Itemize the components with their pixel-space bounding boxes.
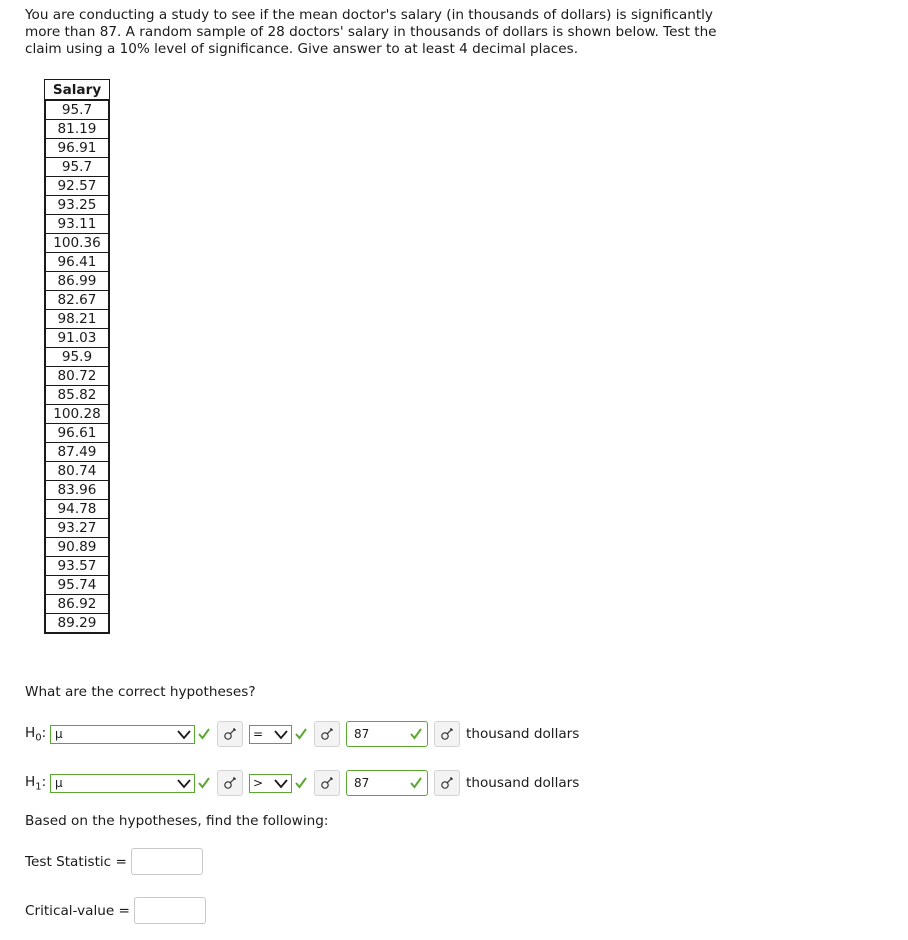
critical-value-row: [25, 897, 206, 924]
h1-value-input[interactable]: [346, 770, 428, 796]
salary-cell: 95.9: [45, 348, 109, 367]
salary-cell: 85.82: [45, 386, 109, 405]
test-statistic-label: Test Statistic =: [25, 853, 127, 870]
table-row: [45, 253, 109, 272]
hypotheses-question: What are the correct hypotheses?: [25, 684, 256, 700]
table-row: [45, 367, 109, 386]
critical-value-input[interactable]: [134, 897, 206, 924]
h1-operator-value: >: [253, 776, 264, 790]
salary-cell: 95.7: [45, 158, 109, 177]
table-row: [45, 405, 109, 424]
salary-cell: 93.25: [45, 196, 109, 215]
salary-cell: 96.41: [45, 253, 109, 272]
salary-cell: 94.78: [45, 500, 109, 519]
h0-value: 87: [354, 727, 370, 741]
salary-cell: 86.99: [45, 272, 109, 291]
key-icon[interactable]: [314, 721, 340, 747]
key-icon[interactable]: [434, 770, 460, 796]
table-row: [45, 443, 109, 462]
h1-parameter-value: μ: [55, 776, 63, 790]
check-icon: [197, 727, 211, 741]
h1-row: [25, 770, 579, 796]
salary-cell: 93.27: [45, 519, 109, 538]
salary-cell: 80.72: [45, 367, 109, 386]
table-row: [45, 120, 109, 139]
table-row: [45, 386, 109, 405]
salary-cell: 100.36: [45, 234, 109, 253]
table-row: [45, 291, 109, 310]
h0-value-input[interactable]: [346, 721, 428, 747]
table-row: [45, 576, 109, 595]
key-icon[interactable]: [314, 770, 340, 796]
question-prompt: You are conducting a study to see if the mean doctor's salary (in thousands of dollars) is significantly more than 87. A random sample of 28 doctors' salary in thousands of dollars is shown below. Test the claim using a 10% level of significance. Give answer to at least 4 decimal places.: [25, 7, 717, 57]
salary-cell: 92.57: [45, 177, 109, 196]
chevron-down-icon: [176, 777, 192, 789]
table-row: [45, 158, 109, 177]
salary-cell: 96.91: [45, 139, 109, 158]
salary-cell: 89.29: [45, 614, 109, 633]
h0-row: [25, 721, 579, 747]
check-icon: [197, 776, 211, 790]
salary-cell: 82.67: [45, 291, 109, 310]
h0-parameter-value: μ: [55, 727, 63, 741]
table-row: [45, 462, 109, 481]
table-row: [45, 481, 109, 500]
salary-cell: 96.61: [45, 424, 109, 443]
table-row: [45, 519, 109, 538]
salary-cell: 93.57: [45, 557, 109, 576]
salary-cell: 80.74: [45, 462, 109, 481]
table-row: [45, 557, 109, 576]
h1-unit: thousand dollars: [466, 775, 580, 791]
table-row: [45, 177, 109, 196]
followup-heading: Based on the hypotheses, find the following:: [25, 813, 329, 829]
check-icon: [409, 727, 423, 741]
h1-value: 87: [354, 776, 370, 790]
table-row: [45, 272, 109, 291]
table-row: [45, 614, 109, 633]
key-icon[interactable]: [217, 770, 243, 796]
table-row: [45, 139, 109, 158]
salary-cell: 95.7: [45, 101, 109, 120]
salary-cell: 100.28: [45, 405, 109, 424]
salary-cell: 93.11: [45, 215, 109, 234]
salary-cell: 90.89: [45, 538, 109, 557]
salary-column-header: Salary: [45, 80, 109, 101]
h1-label: $H_1$:: [25, 773, 47, 793]
table-row: [45, 538, 109, 557]
h0-unit: thousand dollars: [466, 726, 580, 742]
salary-cell: 95.74: [45, 576, 109, 595]
check-icon: [409, 776, 423, 790]
table-row: [45, 348, 109, 367]
h0-label: $H_0$:: [25, 724, 47, 744]
salary-cell: 81.19: [45, 120, 109, 139]
table-row: [45, 310, 109, 329]
table-row: [45, 500, 109, 519]
chevron-down-icon: [273, 777, 289, 789]
table-row: [45, 196, 109, 215]
table-row: [45, 234, 109, 253]
key-icon[interactable]: [217, 721, 243, 747]
check-icon: [294, 727, 308, 741]
table-row: [45, 215, 109, 234]
h1-parameter-select[interactable]: [50, 774, 195, 793]
salary-cell: 91.03: [45, 329, 109, 348]
salary-table: [44, 79, 110, 634]
table-row: [45, 329, 109, 348]
test-statistic-input[interactable]: [131, 848, 203, 875]
salary-cell: 87.49: [45, 443, 109, 462]
chevron-down-icon: [176, 728, 192, 740]
h0-operator-value: =: [253, 727, 264, 741]
table-row: [45, 424, 109, 443]
salary-cell: 98.21: [45, 310, 109, 329]
check-icon: [294, 776, 308, 790]
table-row: [45, 595, 109, 614]
critical-value-label: Critical-value =: [25, 902, 130, 919]
h1-operator-select[interactable]: [249, 774, 292, 793]
salary-cell: 86.92: [45, 595, 109, 614]
table-row: [45, 101, 109, 120]
h0-operator-select[interactable]: [249, 725, 292, 744]
key-icon[interactable]: [434, 721, 460, 747]
chevron-down-icon: [273, 728, 289, 740]
test-statistic-row: [25, 848, 203, 875]
h0-parameter-select[interactable]: [50, 725, 195, 744]
salary-cell: 83.96: [45, 481, 109, 500]
